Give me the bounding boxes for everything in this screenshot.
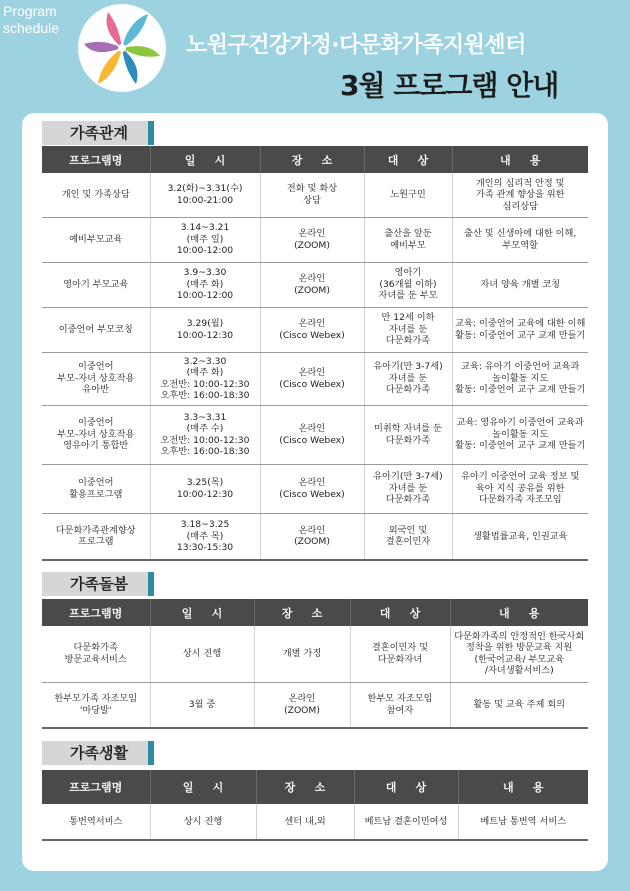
table-row (42, 173, 588, 217)
center-name: 노원구건강가정·다문화가족지원센터 (186, 33, 526, 58)
cell: 출산을 앞둔 예비부모 (364, 217, 452, 262)
program-schedule-label (3, 3, 59, 37)
cell: 3.3~3.31 (매주 수) 오전반: 10:00-12:30 오후반: 16:00-18:30 (150, 405, 260, 464)
cell: 노원구민 (364, 173, 452, 217)
tab-accent-bar (148, 741, 154, 765)
header-program: 프로그램명 (42, 599, 150, 626)
cell: 교육: 영유아기 이중언어 교육과 놀이활동 지도 활동: 이중언어 교구 교재 만들기 (452, 405, 588, 464)
header-target: 대 상 (350, 599, 450, 626)
schedule-panel (22, 113, 608, 871)
schedule-table (42, 146, 588, 561)
header-place: 장 소 (260, 146, 364, 173)
table-row (42, 217, 588, 262)
header-content: 내 용 (450, 599, 588, 626)
table-row (42, 262, 588, 307)
cell: 센터 내,외 (256, 804, 354, 840)
section-title-tab (42, 572, 148, 596)
cell: 베트남 결혼이민여성 (354, 804, 458, 840)
cell: 다문화가족관계향상 프로그램 (42, 513, 150, 560)
header-content: 내 용 (452, 146, 588, 173)
cell: 베트남 통번역 서비스 (458, 804, 588, 840)
table-row (42, 513, 588, 560)
section-title-tab (42, 121, 148, 145)
cell: 교육: 이중언어 교육에 대한 이해 활동: 이중언어 교구 교재 만들기 (452, 307, 588, 352)
header-content: 내 용 (458, 770, 588, 804)
cell: 한부모 자조모임 참여자 (350, 682, 450, 728)
cell: 온라인 (Cisco Webex) (260, 405, 364, 464)
table-row (42, 405, 588, 464)
cell: 3.2(화)~3.31(수) 10:00-21:00 (150, 173, 260, 217)
table-row (42, 682, 588, 728)
cell: 온라인 (ZOOM) (260, 513, 364, 560)
cell: 유아기(만 3-7세) 자녀를 둔 다문화가족 (364, 352, 452, 405)
header-target: 대 상 (354, 770, 458, 804)
cell: 3.25(목) 10:00-12:30 (150, 464, 260, 513)
cell: 예비부모교육 (42, 217, 150, 262)
cell: 온라인 (Cisco Webex) (260, 307, 364, 352)
table-row (42, 307, 588, 352)
cell: 미취학 자녀를 둔 다문화가족 (364, 405, 452, 464)
cell: 교육: 유아기 이중언어 교육과 놀이활동 지도 활동: 이중언어 교구 교재 만들기 (452, 352, 588, 405)
cell: 유아기(만 3-7세) 자녀를 둔 다문화가족 (364, 464, 452, 513)
cell: 온라인 (ZOOM) (260, 262, 364, 307)
section-title: 가족관계 (70, 124, 128, 142)
table-row (42, 352, 588, 405)
cell: 결혼이민자 및 다문화자녀 (350, 626, 450, 682)
cell: 생활법률교육, 인권교육 (452, 513, 588, 560)
cell: 이중언어 부모코칭 (42, 307, 150, 352)
header-datetime: 일 시 (150, 146, 260, 173)
section-title-tab (42, 741, 148, 765)
cell: 만 12세 이하 자녀를 둔 다문화가족 (364, 307, 452, 352)
cell: 이중언어 부모-자녀 상호작용 유아반 (42, 352, 150, 405)
table-row (42, 626, 588, 682)
cell: 온라인 (Cisco Webex) (260, 464, 364, 513)
month-title: 3월 프로그램 안내 (340, 69, 559, 102)
cell: 유아기 이중언어 교육 정보 및 육아 지식 공유를 위한 다문화가족 자조모임 (452, 464, 588, 513)
cell: 영아기 (36개월 이하) 자녀를 둔 부모 (364, 262, 452, 307)
header-program: 프로그램명 (42, 770, 150, 804)
cell: 영아기 부모교육 (42, 262, 150, 307)
cell: 다문화가족의 안정적인 한국사회 정착을 위한 방문교육 지원 (한국어교육/ 부모교육 /자녀생활서비스) (450, 626, 588, 682)
cell: 온라인 (ZOOM) (254, 682, 350, 728)
cell: 다문화가족 방문교육서비스 (42, 626, 150, 682)
section-title: 가족생활 (70, 744, 128, 762)
header-datetime: 일 시 (150, 599, 254, 626)
table-row (42, 804, 588, 840)
cell: 온라인 (Cisco Webex) (260, 352, 364, 405)
table-row (42, 464, 588, 513)
schedule-table (42, 770, 588, 841)
table-header-row (42, 599, 588, 626)
cell: 개인 및 가족상담 (42, 173, 150, 217)
cell: 개인의 심리적 안정 및 가족 관계 향상을 위한 심리상담 (452, 173, 588, 217)
header-place: 장 소 (256, 770, 354, 804)
cell: 3.29(월) 10:00-12:30 (150, 307, 260, 352)
cell: 상시 진행 (150, 626, 254, 682)
cell: 이중언어 부모-자녀 상호작용 영유아기 통합반 (42, 405, 150, 464)
cell: 3.9~3.30 (매주 화) 10:00-12:00 (150, 262, 260, 307)
cell: 출산 및 신생아에 대한 이해, 부모역할 (452, 217, 588, 262)
header-place: 장 소 (254, 599, 350, 626)
cell: 상시 진행 (150, 804, 256, 840)
header-program: 프로그램명 (42, 146, 150, 173)
section-title: 가족돌봄 (70, 575, 128, 593)
tab-accent-bar (148, 121, 154, 145)
cell: 활동 및 교육 주제 회의 (450, 682, 588, 728)
cell: 개별 가정 (254, 626, 350, 682)
cell: 자녀 양육 개별 코칭 (452, 262, 588, 307)
program-label-line2: schedule (3, 20, 60, 36)
pinwheel-logo-icon (72, 0, 172, 100)
cell: 전화 및 화상 상담 (260, 173, 364, 217)
table-header-row (42, 770, 588, 804)
program-label-line1: Program (3, 3, 57, 19)
cell: 이중언어 활용프로그램 (42, 464, 150, 513)
cell: 3.2~3.30 (매주 화) 오전반: 10:00-12:30 오후반: 16:00-18:30 (150, 352, 260, 405)
schedule-table (42, 599, 588, 729)
header-datetime: 일 시 (150, 770, 256, 804)
cell: 3.14~3.21 (매주 일) 10:00-12:00 (150, 217, 260, 262)
tab-accent-bar (148, 572, 154, 596)
cell: 3월 중 (150, 682, 254, 728)
cell: 온라인 (ZOOM) (260, 217, 364, 262)
cell: 통번역서비스 (42, 804, 150, 840)
table-header-row (42, 146, 588, 173)
cell: 3.18~3.25 (매주 목) 13:30-15:30 (150, 513, 260, 560)
cell: 외국인 및 결혼이민자 (364, 513, 452, 560)
header-target: 대 상 (364, 146, 452, 173)
cell: 한부모가족 자조모임 '마당발' (42, 682, 150, 728)
